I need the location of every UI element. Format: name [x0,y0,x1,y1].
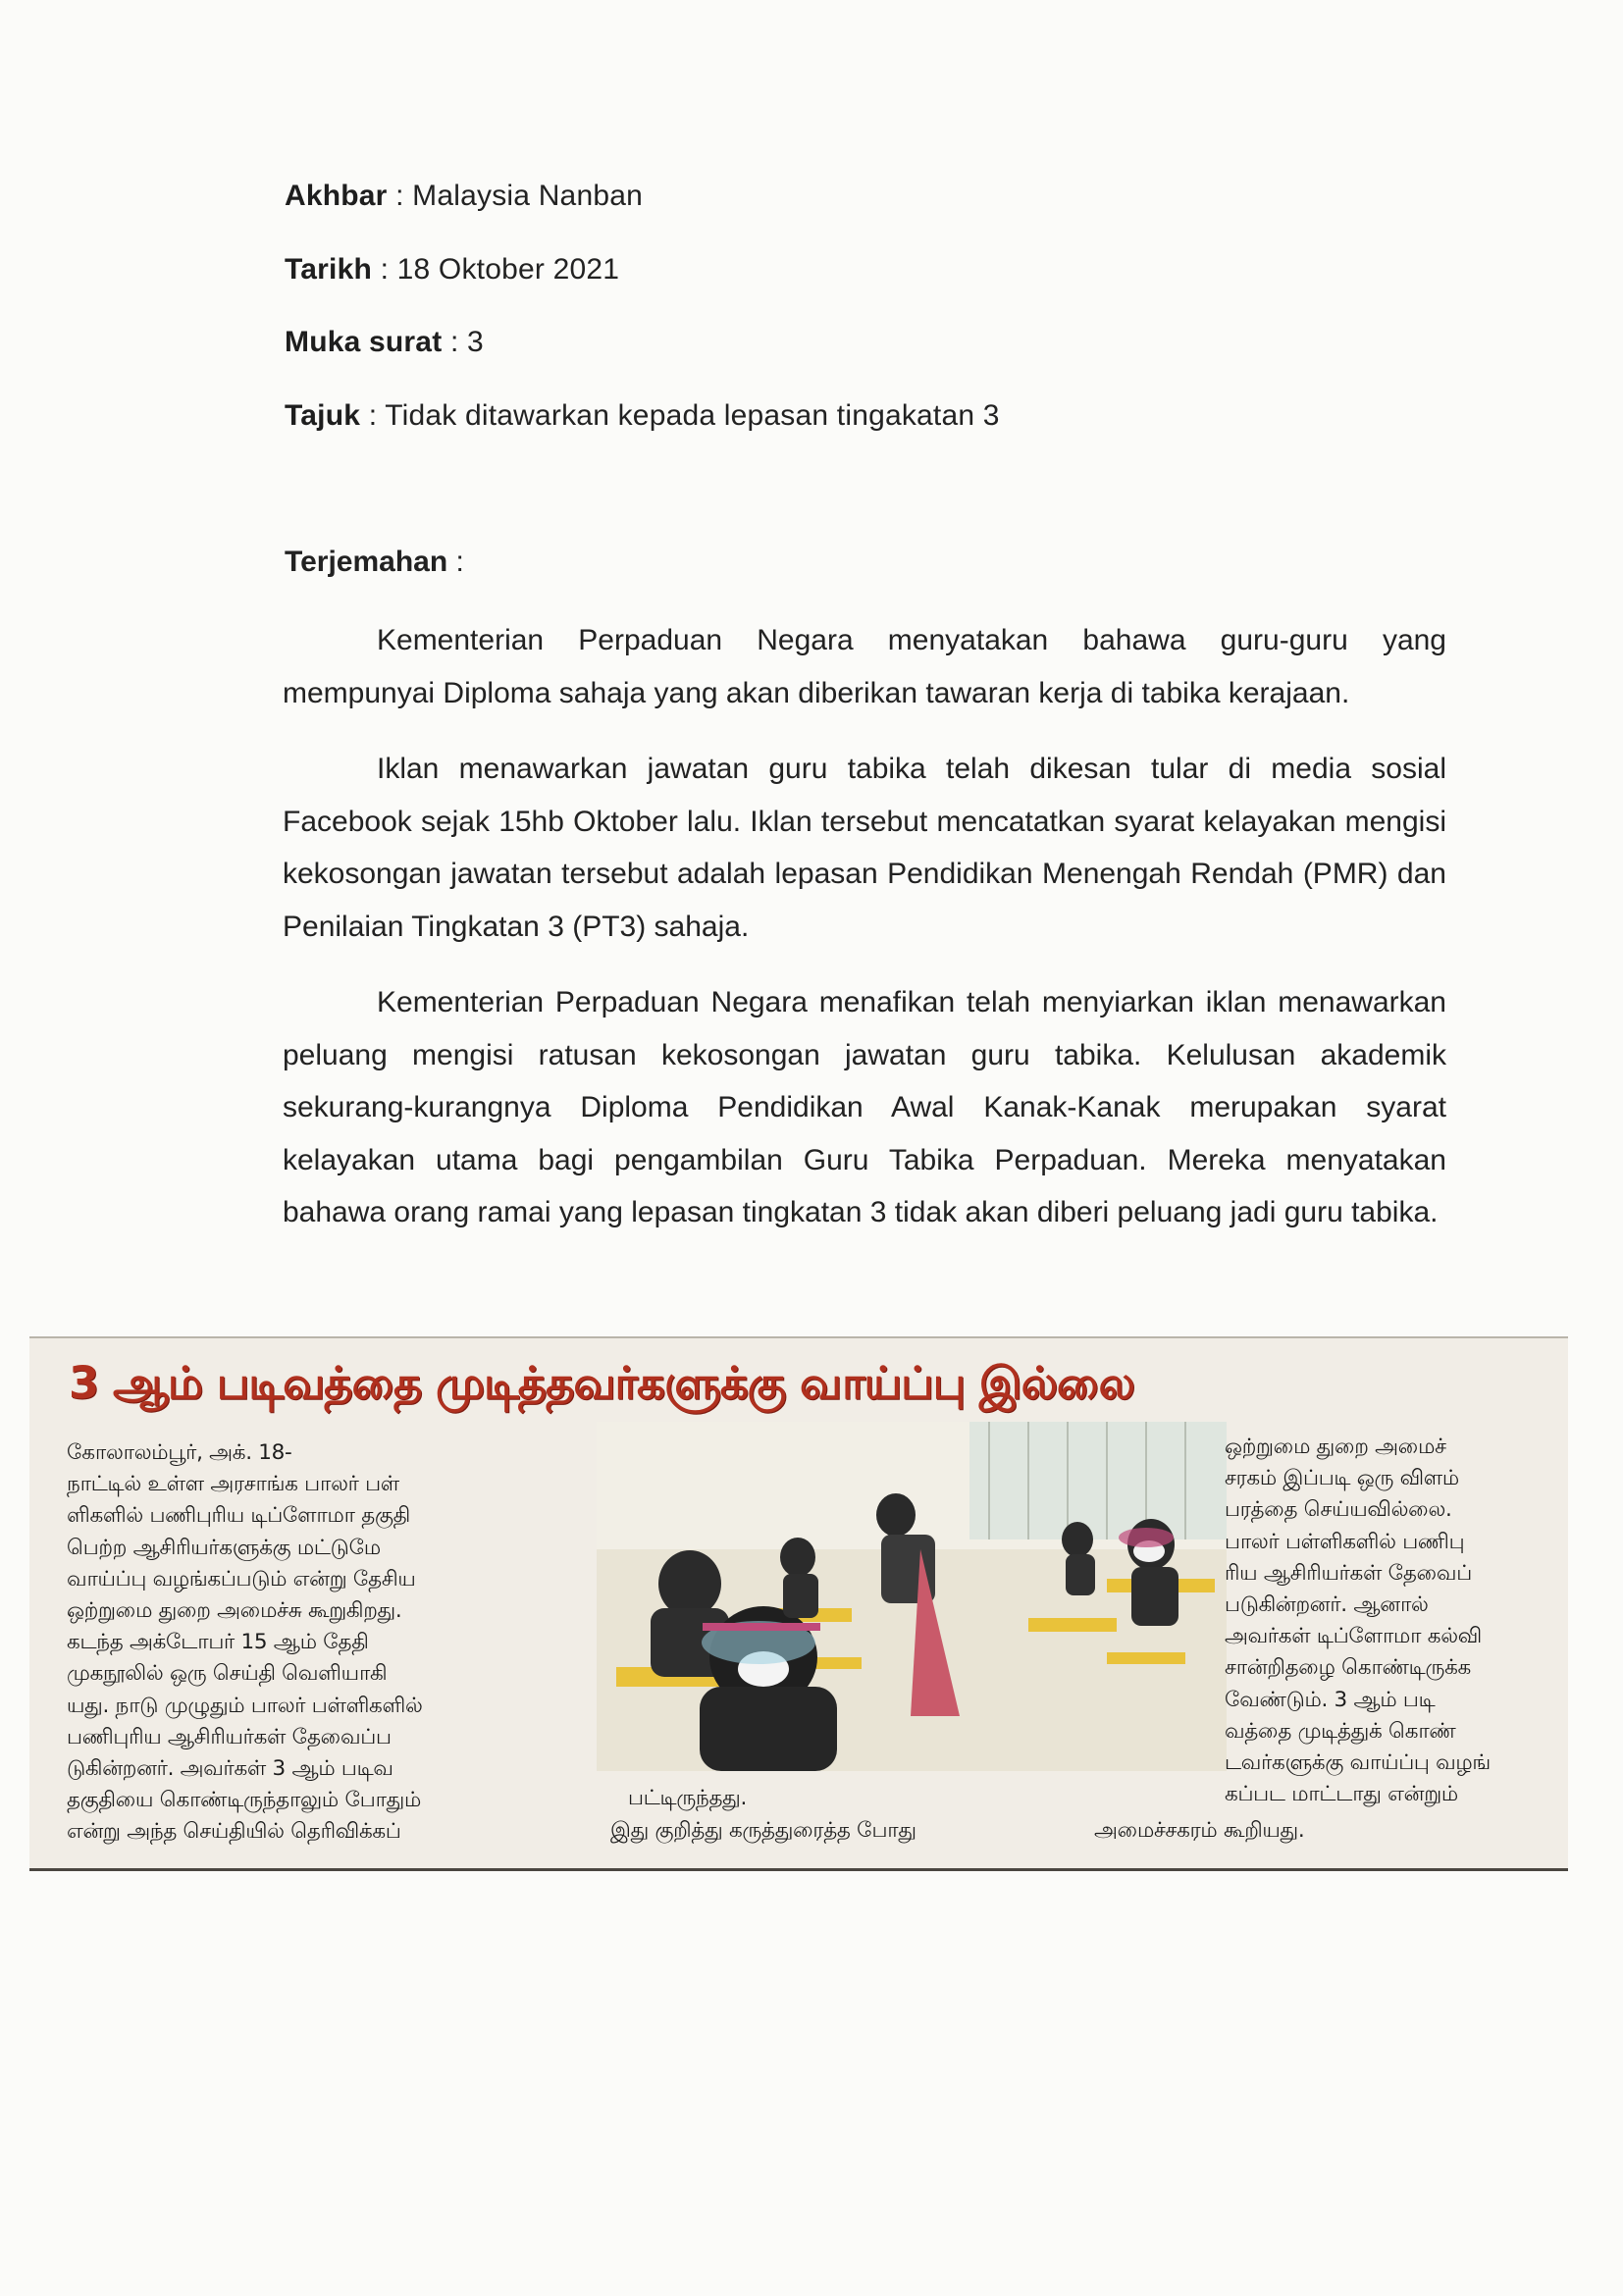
tajuk-line [285,399,1000,433]
clipping-mid-line-1: பட்டிருந்தது. [628,1786,748,1810]
tarikh-label: Tarikh [285,253,373,286]
translation-heading-label: Terjemahan [285,546,448,578]
clipping-left-column: கோலாலம்பூர், அக். 18- நாட்டில் உள்ள அரசாங்க பாலர் பள் ளிகளில் பணிபுரிய டிப்ளோமா தகுதி பெற்ற ஆசிரியர்களுக்கு மட்டுமே வாய்ப்பு வழங்கப்படும் என்று தேசிய ஒற்றுமை துறை அமைச்சு கூறுகிறது. கடந்த அக்டோபர் 15 ஆம் தேதி முகநூலில் ஒரு செய்தி வெளியாகி யது. நாடு முழுதும் பாலர் பள்ளிகளில் பணிபுரிய ஆசிரியர்கள் தேவைப்ப டுகின்றனர். அவர்கள் 3 ஆம் படிவ தகுதியை கொண்டிருந்தாலும் போதும் என்று அந்த செய்தியில் தெரிவிக்கப் [67,1440,423,1845]
tajuk-label: Tajuk [285,399,361,432]
muka-surat-value: : 3 [449,326,484,358]
clipping-mid-line-2: இது குறித்து கருத்துரைத்த போது [610,1818,916,1843]
muka-surat-line [285,326,484,359]
classroom-photo-image [597,1422,1227,1771]
tajuk-value: : Tidak ditawarkan kepada lepasan tingakatan 3 [368,399,1000,432]
clipping-right-column: ஒற்றுமை துறை அமைச் சரகம் இப்படி ஒரு விளம் பரத்தை செய்யவில்லை. பாலர் பள்ளிகளில் பணிபு ரிய ஆசிரியர்கள் தேவைப் படுகின்றனர். ஆனால் அவர்கள் டிப்ளோமா கல்வி சான்றிதழை கொண்டிருக்க வேண்டும். 3 ஆம் படி வத்தை முடித்துக் கொண் டவர்களுக்கு வாய்ப்பு வழங் கப்பட மாட்டாது என்றும் [1225,1435,1491,1807]
classroom-photo [597,1422,1227,1771]
akhbar-value: : Malaysia Nanban [395,180,643,212]
akhbar-label: Akhbar [285,180,388,212]
translation-heading [285,546,464,579]
clipping-headline: 3 ஆம் படிவத்தை முடித்தவர்களுக்கு வாய்ப்பு இல்லை [69,1357,1134,1409]
tarikh-line [285,253,619,287]
muka-surat-label: Muka surat [285,326,443,358]
translation-heading-suffix: : [455,546,464,578]
clipping-mid-line-3: அமைச்சகரம் கூறியது. [1094,1818,1305,1843]
newspaper-clipping [29,1336,1568,1871]
tarikh-value: : 18 Oktober 2021 [380,253,620,286]
akhbar-line [285,180,643,213]
translation-paragraph-3: Kementerian Perpaduan Negara menafikan telah menyiarkan iklan menawarkan peluang mengisi ratusan kekosongan jawatan guru tabika. Kelulusan akademik sekurang-kurangnya Diploma Pendidikan Awal Kanak-Kanak merupakan syarat kelayakan utama bagi pengambilan Guru Tabika Perpaduan. Mereka menyatakan bahawa orang ramai yang lepasan tingkatan 3 tidak akan diberi peluang jadi guru tabika. [283,986,1446,1228]
translation-paragraph-2: Iklan menawarkan jawatan guru tabika telah dikesan tular di media sosial Facebook sejak 15hb Oktober lalu. Iklan tersebut mencatatkan syarat kelayakan mengisi kekosongan jawatan tersebut adalah lepasan Pendidikan Menengah Rendah (PMR) dan Penilaian Tingkatan 3 (PT3) sahaja. [283,753,1446,943]
translation-paragraph-1: Kementerian Perpaduan Negara menyatakan bahawa guru-guru yang mempunyai Diploma sahaja yang akan diberikan tawaran kerja di tabika kerajaan. [283,624,1446,709]
